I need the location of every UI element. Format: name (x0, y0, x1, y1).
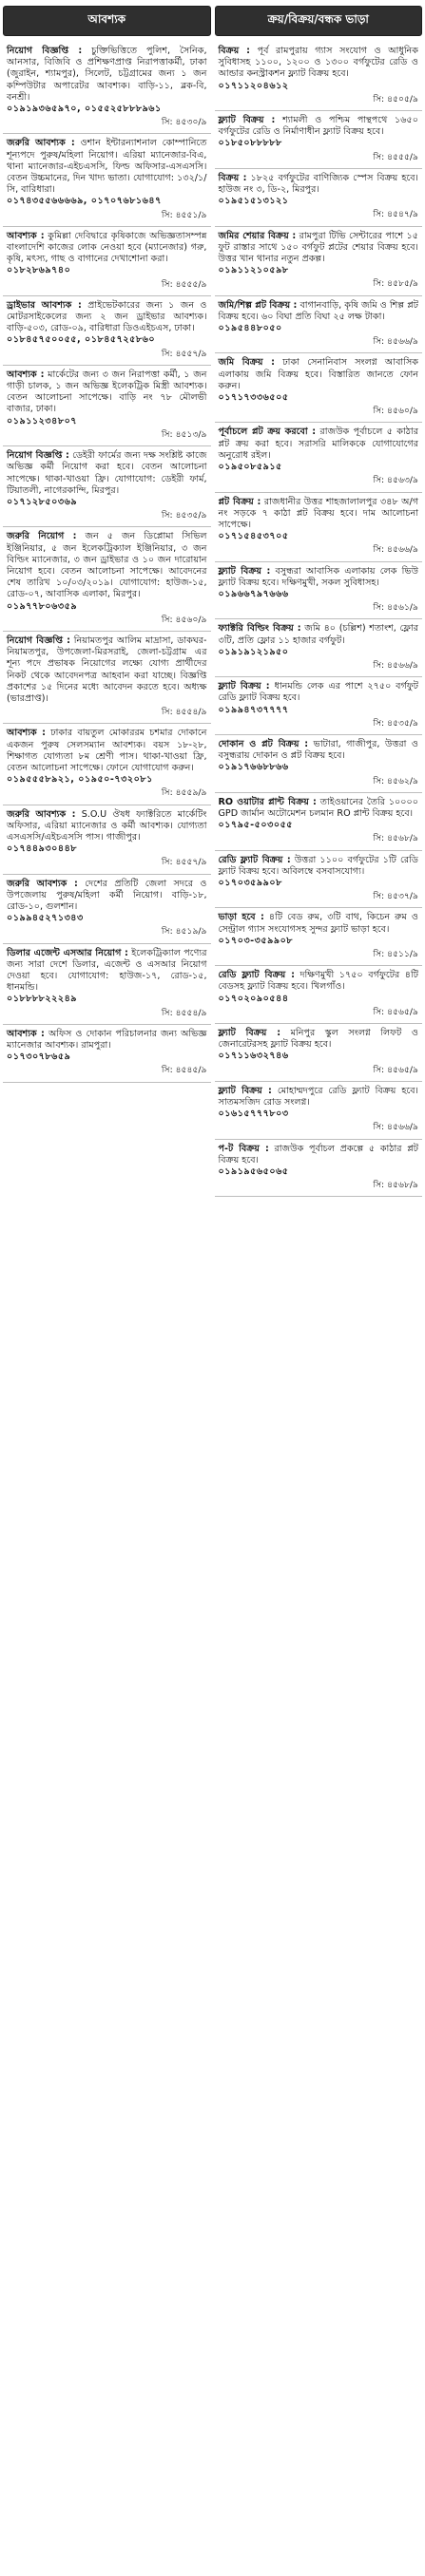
column-left (3, 4, 211, 2572)
ad-title: জমি/শিল্প প্লট বিক্রয় : (218, 299, 298, 311)
ad-phone: ০১৭০৩-৩৫৯৯০৮ (218, 935, 294, 946)
ad-body: ডেইরী ফার্মের জন্য দক্ষ সংশ্লিষ্ট কাজে অভিজ্ঞ কর্মী নিয়োগ করা হবে। বেতন আলোচনা সাপেক্ষে। থাকা-খাওয়া ফ্রি। যোগাযোগ: ডেইরী ফার্ম, টিয়াতলী, নাগেরকান্দি, মিরপুর। (7, 450, 207, 496)
ad-ref: সি: ৪৫৫৫/৯ (161, 278, 207, 290)
ad-item (215, 296, 423, 354)
ad-ref: সি: ৪৫৫৫/৯ (373, 151, 418, 162)
ad-ref: সি: ৪৫৫৭/৯ (161, 857, 207, 868)
ad-item (215, 111, 423, 169)
ad-item (3, 632, 211, 724)
ad-ref: সি: ৪৫৬০/৯ (373, 406, 418, 417)
ad-title: ভাড়া হবে : (218, 912, 264, 923)
ad-title: নিয়োগ বিজ্ঞপ্তি : (7, 450, 69, 462)
ad-phone: ০১৯৯৪৭৩৭৭৭৭ (218, 704, 289, 715)
ad-title: RO ওয়াটার প্লান্ট বিক্রয় : (218, 796, 317, 807)
ad-title: রেডি ফ্ল্যাট বিক্রয় : (218, 970, 295, 981)
ad-ref: সি: ৪৫৬০/৯ (161, 614, 207, 625)
ad-body: পূর্ব রামপুরায় গ্যাস সংযোগ ও আধুনিক সুবিধাসহ ১১০০, ১২০০ ও ১৩০০ বর্গফুটের রেডি ও আন্ডার কনস্ট্রাকশন ফ্ল্যাট বিক্রয় হবে। (218, 46, 418, 80)
ad-item (215, 851, 423, 909)
ad-item (215, 42, 423, 111)
ad-item (215, 169, 423, 227)
ad-item (3, 296, 211, 366)
ad-ref: সি: ৪৫১৩/৯ (161, 428, 207, 440)
ad-item (3, 134, 211, 226)
ad-ref: সি: ৪৫৫১/৯ (161, 209, 207, 220)
ad-body: বসুন্ধরা আবাসিক এলাকায় লেক ভিউ ফ্ল্যাট বিক্রয় হবে। দক্ষিণমুখী, সকল সুবিধাসহ। (218, 565, 418, 588)
ad-phone: ০১৯৫১৫১৩১২১ (218, 196, 289, 207)
ad-item (3, 366, 211, 446)
ad-body: ঢাকা সেনানিবাস সংলগ্ন আবাসিক এলাকায় জমি বিক্রয় হবে। বিস্তারিত জানতে ফোন করুন। (218, 357, 418, 391)
ad-ref: সি: ৪৫৬৫/৯ (373, 1006, 418, 1017)
ad-body: মার্কেটের জন্য ৩ জন নিরাপত্তা কর্মী, ১ জন গাড়ী চালক, ১ জন অভিজ্ঞ ইলেকট্রিক মিস্ত্রী আবশ্যক। বেতন আলোচনা সাপেক্ষে। বাড়ি নং ৭৮ মৌলভী বাজার, ঢাকা। (7, 369, 207, 415)
ad-phone: ০১৯৬৬৭৯৭৬৬৬ (218, 588, 289, 599)
ad-title: আবশ্যক : (7, 369, 45, 380)
ad-body: রামপুরা টিভি সেন্টারের পাশে ১৫ ফুট রাস্তার সাথে ১৫০ বর্গফুট প্লটের শেয়ার বিক্রয় হবে। উত্তর খান থানার নতুন প্রকল্প। (218, 230, 418, 265)
ad-item (3, 446, 211, 527)
ad-phone: ০১৭০২০৯০৫৪৪ (218, 993, 289, 1004)
ad-phone: ০১৭১১৬৩২৭৪৬ (218, 1051, 289, 1062)
ad-ref: সি: ৪৫৬৫/৯ (373, 1064, 418, 1075)
ad-item (215, 677, 423, 735)
ad-body: বাগানবাড়ি, কৃষি জমি ও শিল্প প্লট বিক্রয় হবে। ৬০ বিঘা প্রতি বিঘা ২৫ লক্ষ টাকা। (218, 299, 418, 322)
ad-ref: সি: ৪৫৬৬/৯ (373, 1122, 418, 1133)
ad-body: জন ৫ জন ডিপ্লোমা সিভিল ইঞ্জিনিয়ার, ৫ জন ইলেকট্রিক্যাল ইঞ্জিনিয়ার, ৩ জন বিল্ডিং ম্যানেজার, ৩ জন ড্রাইভার ও ১০ জন দারোয়ান নিয়োগ হবে। বেতন আলোচনা সাপেক্ষে। আবেদনের শেষ তারিখ ১০/০৩/২০১৯। যোগাযোগ: হাউজ-১৫, রোড-০৭, আবাসিক এলাকা, মিরপুর। (7, 531, 207, 600)
ad-phone: ০১৯৫০৮৫৯১৫ (218, 462, 282, 473)
ad-ref: সি: ৪৫৫৪/৯ (161, 1007, 207, 1018)
ad-body: ঢাকার বায়তুল মোকাররম চশমার দোকানে একজন পুরুষ সেলসম্যান আবশ্যক। বয়স ১৮-২৮, শিক্ষাগত যোগ্যতা ৮ম শ্রেণী পাস। থাকা-খাওয়া ফ্রি, বেতন আলোচনা সাপেক্ষে। ফোনে যোগাযোগ করুন। (7, 728, 207, 773)
ad-title: আবশ্যক : (7, 230, 45, 241)
ad-ref: সি: ৪৫৬৮/৯ (373, 1180, 418, 1191)
ad-phone: ০১৭১১২০৪৬১২ (218, 80, 289, 91)
ad-phone: ০১৭৪৩৫৫৬৬৬৬৯, ০১৭০৭৬৮১৬৪৭ (7, 196, 162, 207)
ad-item (3, 227, 211, 296)
ad-body: অফিস ও দোকান পরিচালনার জন্য অভিজ্ঞ ম্যানেজার আবশ্যক। রামপুরা। (7, 1028, 207, 1051)
ad-body: তাইওয়ানের তৈরি ১০০০০ GPD জার্মান অটোমেশন চলমান RO প্লান্ট বিক্রয় হবে। (218, 796, 418, 819)
ad-ref: সি: ৪৫৫৭/৯ (161, 348, 207, 359)
ad-body: রাজউক পূর্বাচলে ৫ কাঠার প্লট ক্রয় করা হবে। সরাসরি মালিককে যোগাযোগের অনুরোধ রইল। (218, 426, 418, 461)
ad-phone: ০১৯১১২১০৫৯৮ (218, 265, 289, 276)
ad-phone: ০১৭০৩৫৯৯০৮ (218, 877, 282, 888)
ad-title: প্লট বিক্রয় : (218, 496, 261, 507)
ad-ref: সি: ৪৫১১/৯ (373, 949, 418, 959)
ad-ref: সি: ৪৫৬৮/৯ (373, 833, 418, 844)
ad-item (215, 619, 423, 677)
ad-body: প্রাইভেটকারের জন্য ১ জন ও মোটরসাইকেলের জন্য ২ জন ড্রাইভার আবশ্যক। বাড়ি-৫০৩, রোড-০৯, বারিধারা ডিওএইচএস, ঢাকা। (7, 299, 207, 334)
ad-item (3, 805, 211, 875)
ad-title: বিক্রয় : (218, 46, 250, 56)
ad-ref: সি: ৪৫৩০/৯ (161, 117, 207, 128)
ad-phone: ০১৯১৯৩৬৫৯৭০, ০১৫৫২৫৮৮৮৯৬১ (7, 104, 162, 115)
ad-item (215, 1140, 423, 1198)
ad-phone: ০১৮২৮৬৯৭৪০ (7, 265, 71, 276)
ad-ref: সি: ৪৫৬২/৯ (373, 775, 418, 786)
ad-title: বিক্রয় : (218, 172, 247, 183)
ad-body: চুক্তিভিত্তিতে পুলিশ, সৈনিক, আনসার, বিজিবি ও প্রশিক্ষণপ্রাপ্ত নিরাপত্তাকর্মী, ঢাকা (জুরাইন, শ্যামপুর), সিলেট, চট্টগ্রামের জন্য ১ জন কম্পিউটার অপারেটর আবশ্যক। বাড়ি-১১, ব্লক-বি, বনশ্রী। (7, 46, 207, 103)
ad-phone: ০১৬১৫৭৭৭৮০৩ (218, 1108, 289, 1120)
ad-title: জরুরি আবশ্যক : (7, 878, 78, 889)
ad-body: মনিপুর স্কুল সংলগ্ন লিফট ও জেনারেটরসহ ফ্ল্যাট বিক্রয় হবে। (218, 1028, 418, 1051)
ad-body: দক্ষিণমুখী ১৭৫০ বর্গফুটের ৪টি বেডসহ ফ্ল্যাট বিক্রয় হবে। খিলগাঁও। (218, 970, 418, 993)
ad-body: রাজধানীর উত্তর শাহজালালপুর ৩৪৮ অ/গ নং সড়কে ৭ কাঠা প্লট বিক্রয় হবে। দাম আলোচনা সাপেক্ষে। (218, 496, 418, 530)
ad-title: ফ্ল্যাট বিক্রয় : (218, 115, 276, 126)
ad-ref: সি: ৪৫০৫/৯ (373, 93, 418, 104)
ad-item (3, 42, 211, 134)
ad-title: জরুরি আবশ্যক : (7, 138, 75, 149)
ad-phone: ০১৯১১২৩৪৮০৭ (7, 415, 78, 426)
ad-title: আবশ্যক : (7, 728, 47, 739)
ad-title: পূর্বাচলে প্লট ক্রয় করবো : (218, 426, 317, 438)
ad-item (3, 724, 211, 805)
ad-item (3, 944, 211, 1025)
ad-ref: সি: ৪৫৬৬/৯ (373, 336, 418, 348)
ad-phone: ০১৭১২৮৫০৩৬৯ (7, 496, 78, 507)
ad-title: ডিলার এজেন্ট এসআর নিয়োগ : (7, 947, 128, 958)
ad-phone: ০১৮৮৮৮২২২৪৯ (7, 994, 78, 1005)
ad-title: আবশ্যক : (7, 1028, 45, 1039)
ad-ref: সি: ৪৫১৯/৯ (161, 926, 207, 938)
ad-title: ফ্ল্যাট বিক্রয় : (218, 565, 271, 577)
ad-ref: সি: ৪৫৩৫/৯ (161, 510, 207, 521)
ad-title: ড্রাইভার আবশ্যক : (7, 299, 82, 311)
ad-body: ওশান ইন্টারন্যাশনাল কোম্পানিতে শূন্যপদে পুরুষ/মহিলা নিয়োগ। এরিয়া ম্যানেজার-বিএ, থানা ম্যানেজার-এইচএসসি, ফিল্ড অফিসার-এসএসসি। বেতন উচ্চমানের, দিন খাদ্য ভাতা। যোগাযোগ: ১৩২/১/সি, বারিধারা। (7, 138, 207, 196)
ad-title: প-ট বিক্রয় : (218, 1143, 269, 1154)
ad-phone: ০১৭১৫৪৫৩৭০৫ (218, 531, 289, 542)
ad-body: ভাটারা, গাজীপুর, উত্তরা ও বসুন্ধরায় দোকান ও প্লট বিক্রয় হবে। (218, 738, 418, 762)
ad-body: মোহাম্মদপুরে রেডি ফ্ল্যাট বিক্রয় হবে। সাতমসজিদ রোড সংলগ্ন। (218, 1085, 418, 1108)
ad-body: ১৮২৫ বর্গফুটের বাণিজ্যিক স্পেস বিক্রয় হবে। হাউজ নং ৩, ডি-২, মিরপুর। (218, 172, 418, 196)
column-header: আবশ্যক (3, 6, 211, 36)
ad-title: রেডি ফ্ল্যাট বিক্রয় : (218, 854, 291, 865)
ad-title: ফ্যাক্টরি বিল্ডিং বিক্রয় : (218, 623, 301, 635)
ad-phone: ০১৭৪৪৯৩০৪৪৮ (7, 843, 78, 855)
ad-ref: সি: ৪৫৩৫/৯ (373, 717, 418, 729)
ad-phone: ০১৯১৯৫৬৫০৬৫ (218, 1166, 289, 1178)
ad-body: S.O.U ঔষধ ফ্যাক্টরিতে মার্কেটিং অফিসার, এরিয়া ম্যানেজার ও কর্মী আবশ্যক। যোগ্যতা এসএসসি/এইচএসসি পাস। গাজীপুর। (7, 808, 207, 843)
ad-item (215, 227, 423, 296)
ad-item (215, 423, 423, 492)
ad-title: জমির শেয়ার বিক্রয় : (218, 230, 297, 241)
column-header: ক্রয়/বিক্রয়/বন্ধক ভাড়া (215, 6, 423, 36)
ad-item (215, 353, 423, 423)
ad-body: দেশের প্রতিটি জেলা সদরে ও উপজেলায় পুরুষ/মহিলা কর্মী নিয়োগ। বাড়ি-১৮, রোড-১০, গুলশান। (7, 878, 207, 912)
ad-ref: সি: ৪৫৬১/৯ (373, 602, 418, 614)
ad-phone: ০১৮৪৫৭৫০০৫৫, ০১৮৪৫৭২৫৮৬০ (7, 334, 156, 346)
ad-phone: ০১৯১৭৬৬৮৮৬৬ (218, 762, 289, 773)
ad-item (215, 562, 423, 620)
ad-body: জমি ৪০ (চল্লিশ) শতাংশ, ফ্লোর ৩টি, প্রতি ফ্লোর ১১ হাজার বর্গফুট। (218, 623, 418, 646)
ad-title: জরুরি নিয়োগ : (7, 531, 77, 542)
ad-title: ফ্ল্যাট বিক্রয় : (218, 681, 270, 692)
ad-title: ফ্ল্যাট বিক্রয় : (218, 1085, 272, 1096)
ad-phone: ০১৭১৭৩৩৬৫০৫ (218, 392, 289, 404)
ad-phone: ০১৯৫৫৫৮৯২১, ০১৯৫০-৭৩২০৮১ (7, 774, 153, 786)
ad-title: দোকান ও প্লট বিক্রয় : (218, 738, 309, 749)
ad-phone: ০১৯৭৭৮০৬৩৫৯ (7, 600, 78, 612)
ad-item (215, 735, 423, 793)
column-right (215, 4, 423, 2572)
ad-phone: ০১৮৫০৮৮৮৮৮ (218, 138, 282, 149)
ad-body: উত্তরা ১১০০ বর্গফুটের ১টি রেডি ফ্ল্যাট বিক্রয় হবে। অবিলম্বে বসবাসযোগ্য। (218, 854, 418, 877)
ad-item (215, 1024, 423, 1082)
ad-ref: সি: ৪৫৫৯/৯ (161, 787, 207, 799)
ad-body: ইলেকট্রিক্যাল পণ্যের জন্য সারা দেশে ডিলার, এজেন্ট ও এসআর নিয়োগ দেওয়া হবে। যোগাযোগ: হাউজ-১৭, রোড-১৫, ধানমন্ডি। (7, 947, 207, 994)
ad-ref: সি: ৪৫৬৬/৯ (373, 659, 418, 671)
ad-ref: সি: ৪৫৪৫/৯ (161, 1065, 207, 1076)
ad-phone: ০১৯১৯১২১৯৫০ (218, 646, 289, 657)
ad-phone: ০১৭৯৫-৫০৩০৫৫ (218, 820, 294, 831)
ad-title: নিয়োগ বিজ্ঞপ্তি : (7, 46, 83, 56)
ad-phone: ০১৯৯৪৫২৭১৩৪৩ (7, 913, 84, 924)
ad-title: জরুরি আবশ্যক : (7, 808, 76, 820)
ad-body: কুমিল্লা দেবিদ্বারে কৃষিকাজে অভিজ্ঞতাসম্পন্ন বাংলাদেশি কাজের লোক নেওয়া হবে (ম্যানেজার) গরু, কৃষি, মৎস্য, গাছ ও বাগানের দেখাশোনা করা। (7, 230, 207, 265)
ad-ref: সি: ৪৫৮৫/৯ (373, 278, 418, 290)
ad-title: জমি বিক্রয় : (218, 357, 275, 369)
ad-item (3, 875, 211, 944)
ad-item (215, 1082, 423, 1140)
ad-ref: সি: ৪৫৫৪/৯ (161, 707, 207, 718)
ad-body: রাজউক পূর্বাচল প্রকল্পে ৫ কাঠার প্লট বিক্রয় হবে। (218, 1143, 418, 1165)
ad-title: ফ্ল্যাট বিক্রয় : (218, 1028, 281, 1039)
ad-ref: সি: ৪৫৩৭/৯ (373, 891, 418, 902)
ad-phone: ০১৯৫৪৪৮০৫০ (218, 323, 282, 334)
ad-item (215, 793, 423, 851)
ad-item (215, 908, 423, 966)
ad-phone: ০১৭৩০৭৮৬৫৯ (7, 1051, 71, 1063)
ad-body: ধানমন্ডি লেক এর পাশে ২৭৫০ বর্গফুট রেডি ফ্ল্যাট বিক্রয় হবে। (218, 681, 419, 704)
ad-title: নিয়োগ বিজ্ঞপ্তি : (7, 635, 70, 646)
ad-ref: সি: ৪৫৬৩/৯ (373, 475, 418, 486)
ad-ref: সি: ৪৫৪৭/৯ (373, 209, 418, 220)
ad-body: নিয়ামতপুর আলিম মাদ্রাসা, ডাকঘর-নিয়ামতপুর, উপজেলা-মিরসরাই, জেলা-চট্টগ্রাম এর শূন্য পদে প্রভাষক নিয়োগের লক্ষ্যে যোগ্য প্রার্থীদের নিকট থেকে আবেদনপত্র আহবান করা যাচ্ছে। বিজ্ঞপ্তি প্রকাশের ১৫ দিনের মধ্যে আবেদন করতে হবে। অধ্যক্ষ (ভারপ্রাপ্ত)। (7, 635, 207, 704)
ad-item (215, 966, 423, 1024)
ad-body: ৪টি বেড রুম, ৩টি বাথ, কিচেন রুম ও সেন্ট্রাল গ্যাস সংযোগসহ সুন্দর ফ্ল্যাট ভাড়া হবে। (218, 912, 418, 935)
ad-item (215, 493, 423, 562)
ad-body: শ্যামলী ও পশ্চিম পান্থপথে ১৬৫০ বর্গফুটের রেডি ও নির্মাণাধীন ফ্ল্যাট বিক্রয় হবে। (218, 115, 418, 138)
ad-item (3, 527, 211, 632)
ad-item (3, 1025, 211, 1083)
ad-ref: সি: ৪৫৬৬/৯ (373, 544, 418, 556)
